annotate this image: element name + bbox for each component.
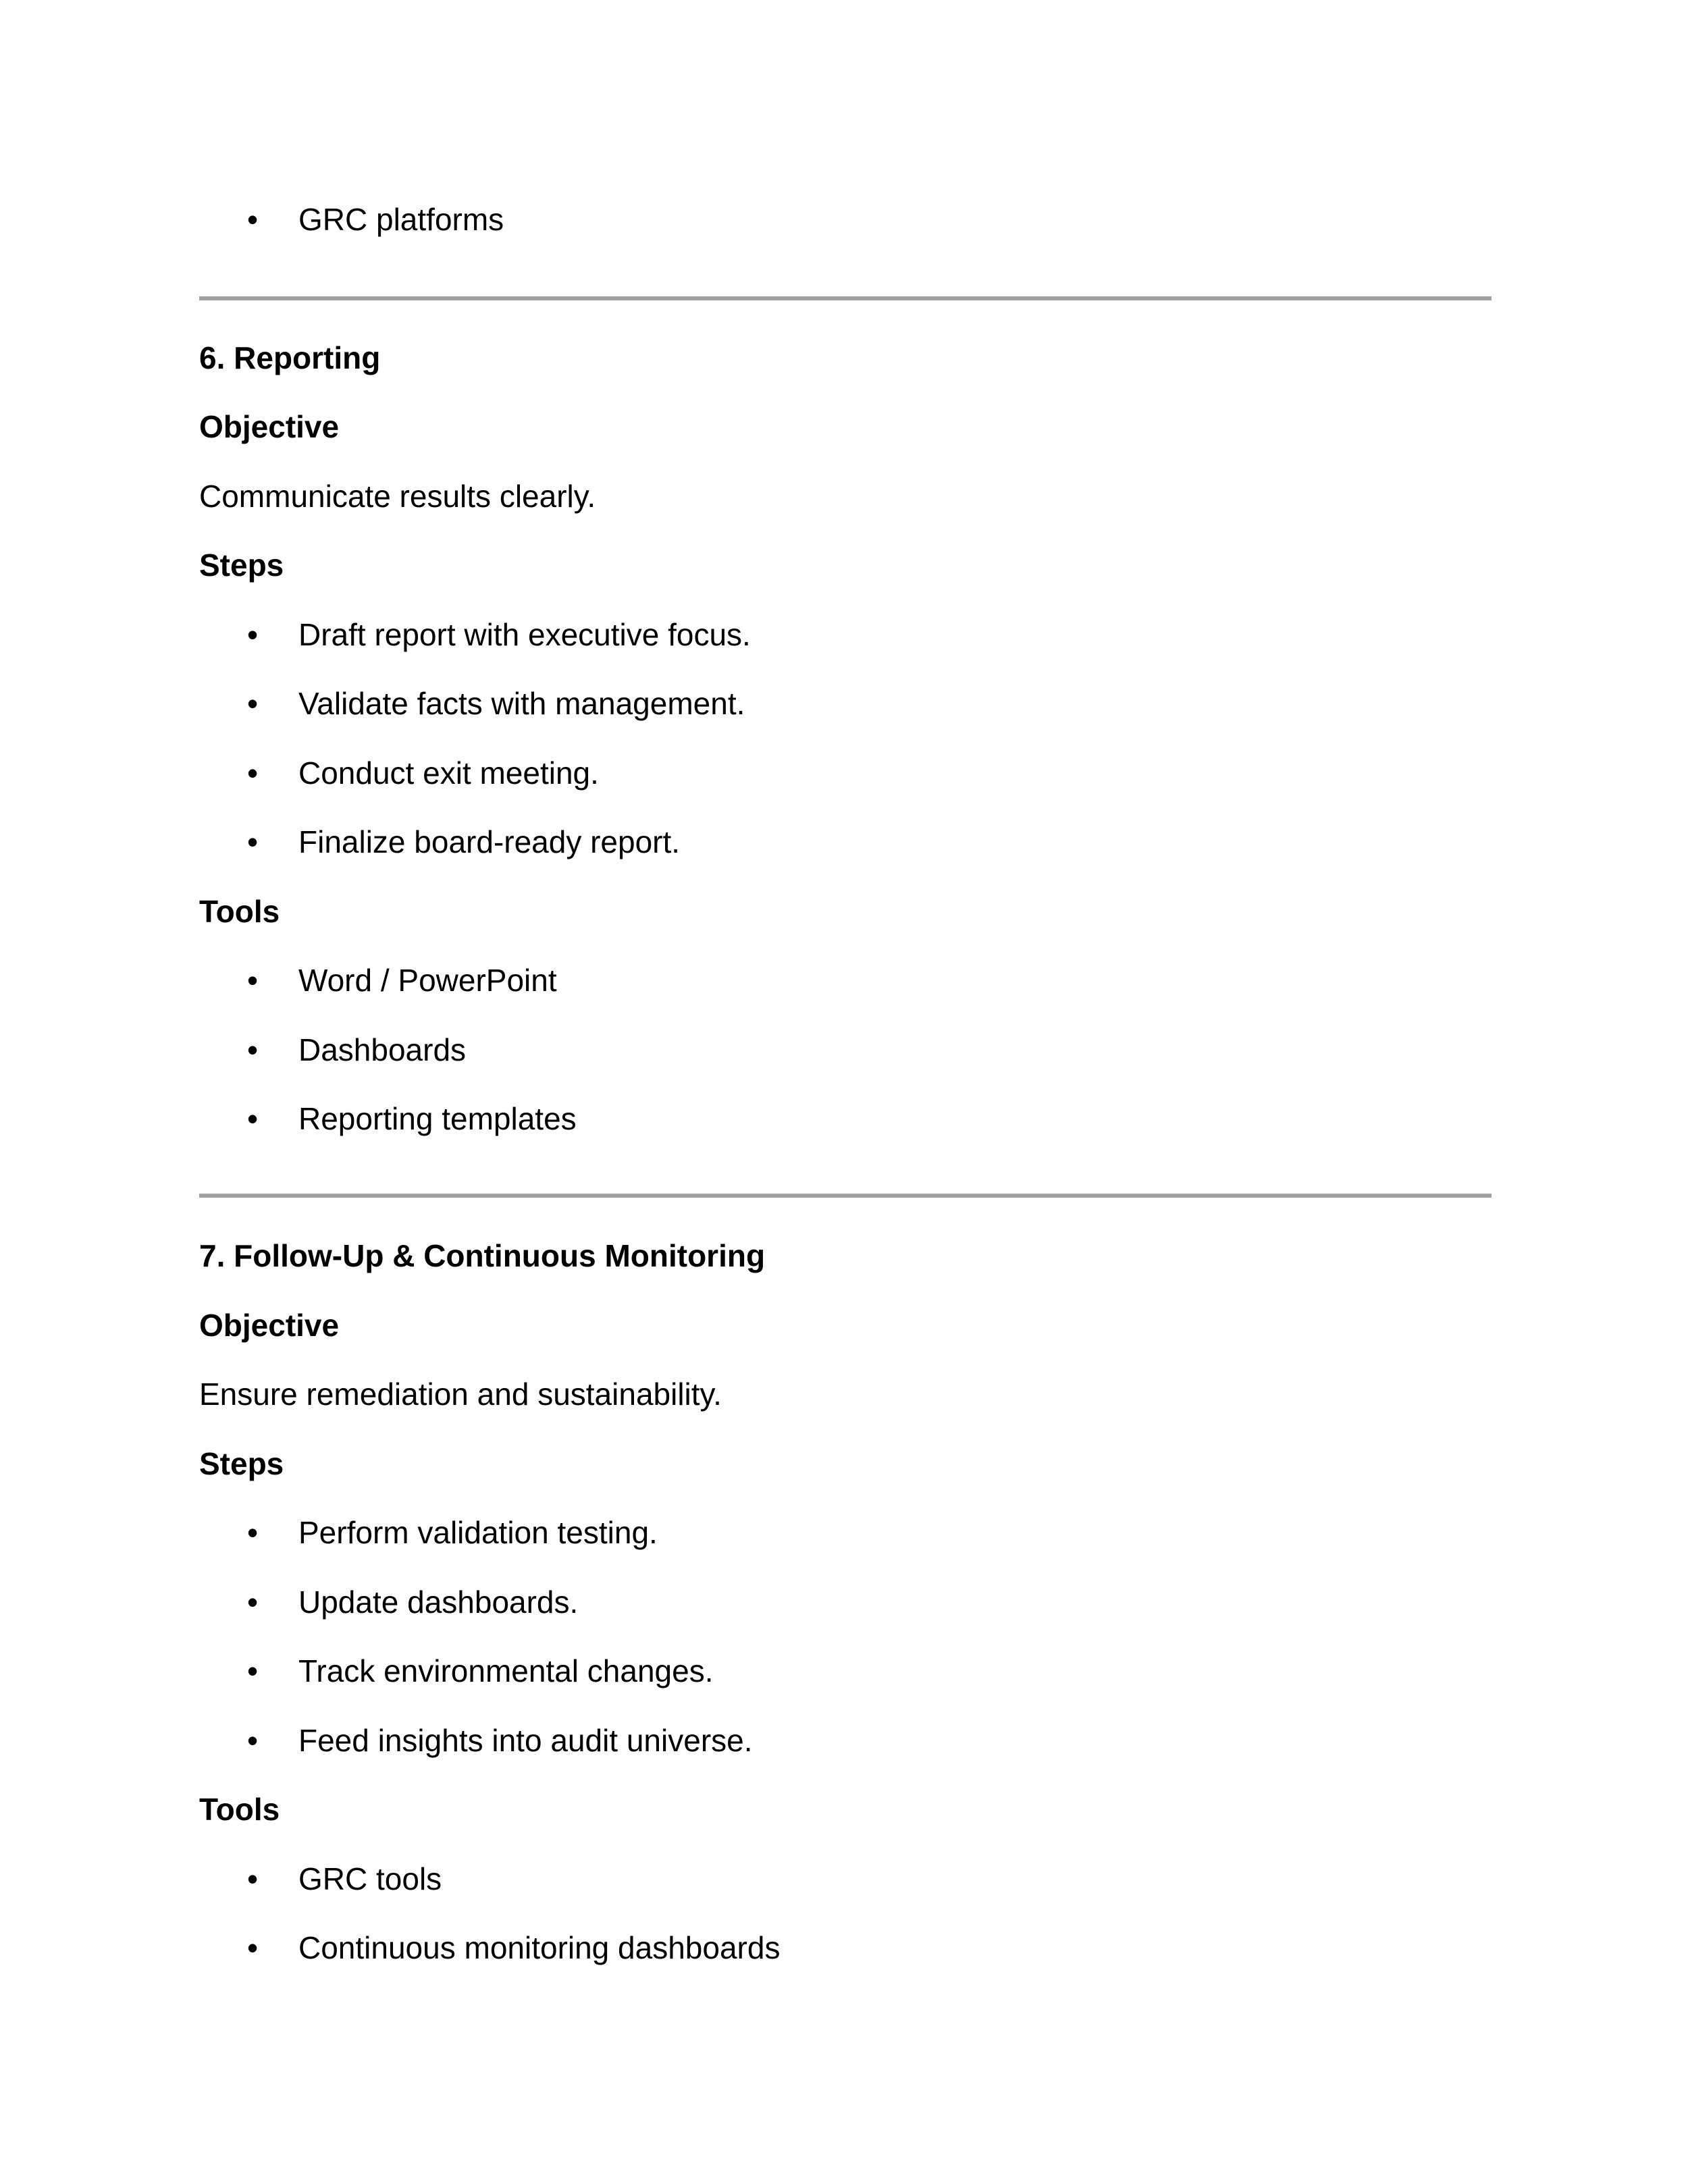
list-item: GRC tools xyxy=(298,1861,442,1896)
section-heading: 6. Reporting xyxy=(199,340,381,375)
bullet-icon: • xyxy=(247,1930,259,1965)
list-item: Validate facts with management. xyxy=(298,686,745,721)
bullet-icon: • xyxy=(247,755,259,791)
list-item: Track environmental changes. xyxy=(298,1653,714,1688)
tools-label: Tools xyxy=(199,1792,280,1827)
section-heading: 7. Follow-Up & Continuous Monitoring xyxy=(199,1238,766,1273)
list-item: Feed insights into audit universe. xyxy=(298,1723,753,1758)
bullet-icon: • xyxy=(247,202,259,237)
steps-label: Steps xyxy=(199,1446,284,1481)
list-item: Perform validation testing. xyxy=(298,1515,658,1550)
bullet-icon: • xyxy=(247,1101,259,1136)
objective-label: Objective xyxy=(199,1308,340,1343)
objective-text: Communicate results clearly. xyxy=(199,479,596,514)
bullet-icon: • xyxy=(247,617,259,652)
bullet-icon: • xyxy=(247,1723,259,1758)
steps-label: Steps xyxy=(199,548,284,583)
list-item: Word / PowerPoint xyxy=(298,963,557,998)
bullet-icon: • xyxy=(247,1861,259,1896)
bullet-icon: • xyxy=(247,686,259,721)
bullet-icon: • xyxy=(247,963,259,998)
horizontal-rule xyxy=(199,1194,1492,1198)
horizontal-rule xyxy=(199,296,1492,300)
list-item: Finalize board-ready report. xyxy=(298,824,681,859)
objective-text: Ensure remediation and sustainability. xyxy=(199,1377,722,1412)
bullet-icon: • xyxy=(247,1653,259,1688)
bullet-icon: • xyxy=(247,824,259,859)
list-item: Continuous monitoring dashboards xyxy=(298,1930,781,1965)
list-item: Dashboards xyxy=(298,1032,467,1067)
list-item: Conduct exit meeting. xyxy=(298,755,599,791)
list-item: Update dashboards. xyxy=(298,1584,579,1620)
bullet-icon: • xyxy=(247,1032,259,1067)
bullet-icon: • xyxy=(247,1515,259,1550)
bullet-icon: • xyxy=(247,1584,259,1620)
list-item: Reporting templates xyxy=(298,1101,577,1136)
tools-label: Tools xyxy=(199,894,280,929)
objective-label: Objective xyxy=(199,409,340,444)
list-item: Draft report with executive focus. xyxy=(298,617,751,652)
list-item: GRC platforms xyxy=(298,202,504,237)
